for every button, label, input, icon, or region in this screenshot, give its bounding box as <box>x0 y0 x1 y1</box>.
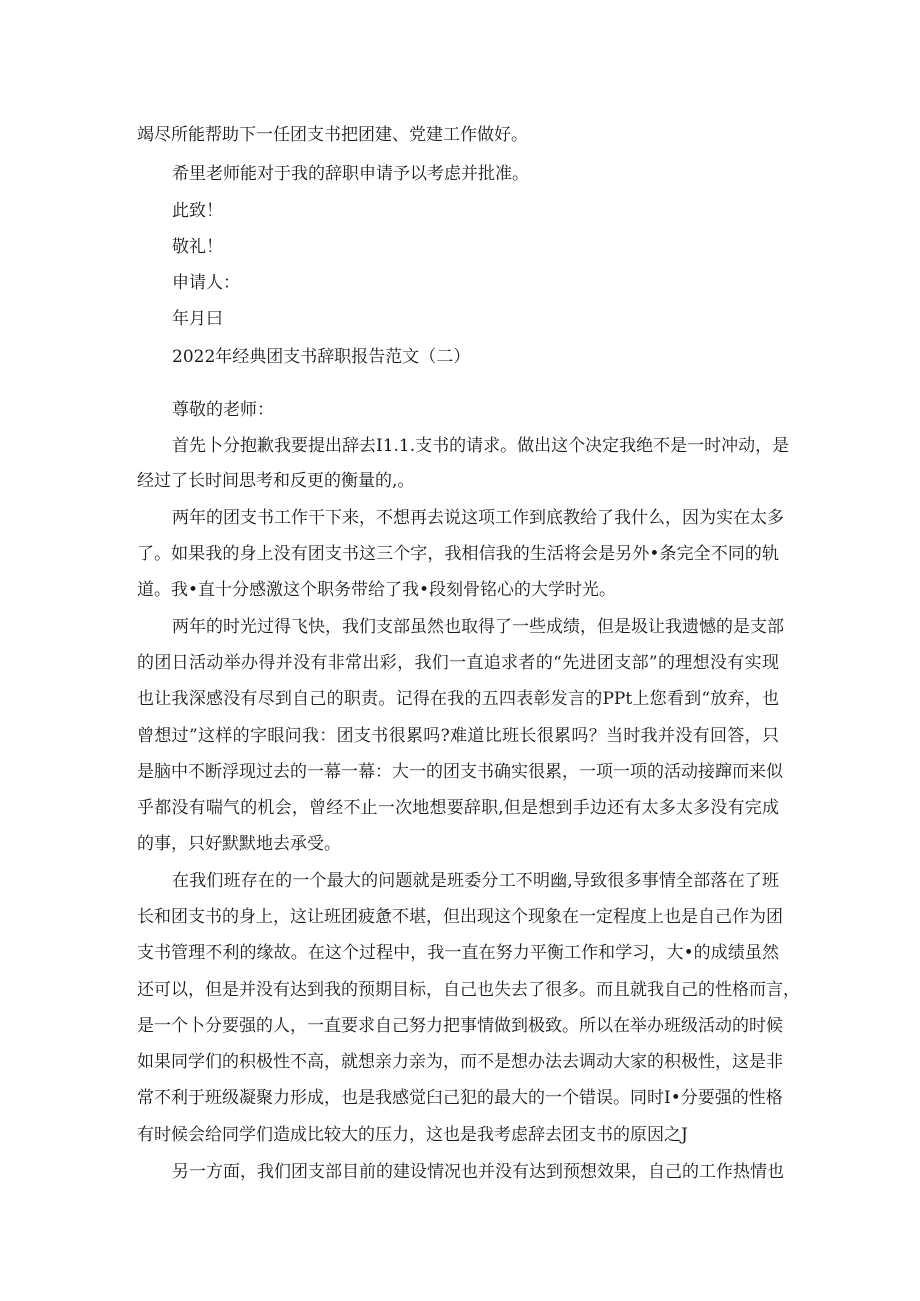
text-line: 是脑中不断浮现过去的一幕一幕：大一的团支书确实很累，一项一项的活动接蹿而来似 <box>137 762 783 782</box>
text-line: 乎都没有喘气的机会，曾经不止一次地想要辞职,但是想到手边还有太多太多没有完成 <box>137 798 779 818</box>
text-line: 的事，只好默默地去承受。 <box>137 834 341 854</box>
text-line: 首先卜分抱歉我要提出辞去I1.1.支书的请求。做出这个决定我绝不是一时冲动，是 <box>172 436 790 456</box>
text-line: 竭尽所能帮助下一任团支书把团建、党建工作做好。 <box>137 125 528 145</box>
text-line: 支书管理不利的缘故。在这个过程中，我一直在努力平衡工作和学习，大•的成绩虽然 <box>137 943 779 963</box>
text-line: 常不利于班级凝聚力形成，也是我感觉臼己犯的最大的一个错误。同时I•分要强的性格 <box>137 1088 783 1108</box>
text-line: 有时候会给同学们造成比较大的压力，这也是我考虑辞去团支书的原因之J <box>137 1125 688 1145</box>
text-line: 曾想过”这样的字眼问我：团支书很累吗?难道比班长很累吗？当时我并没有回答，只 <box>137 726 779 746</box>
text-line: 也让我深感没有尽到自己的职责。记得在我的五四表彰发言的PPt上您看到“放弃，也 <box>137 689 779 709</box>
date-line: 年月曰 <box>172 309 223 329</box>
text-line: 希里老师能对于我的辞职申请予以考虑并批准。 <box>172 164 529 184</box>
text-line: 两年的时光过得飞快，我们支部虽然也取得了一些成绩，但是圾让我遗憾的是支部 <box>172 617 784 637</box>
text-line: 是一个卜分要强的人，一直要求自己努力把事情做到极致。所以在举办班级活动的时候 <box>137 1016 783 1036</box>
text-line: 还可以，但是并没有达到我的预期目标，自己也失去了很多。而且就我自己的性格而言， <box>137 980 800 1000</box>
text-line: 长和团支书的身上，这让班团疲惫不堪，但出现这个现象在一定程度上也是自己作为团 <box>137 907 783 927</box>
text-line: 另一方面，我们团支部目前的建设情况也并没有达到预想效果，自己的工作热情也 <box>172 1162 784 1182</box>
text-line: 道。我•直十分感激这个职务带给了我•段刻骨铭心的大学时光。 <box>137 580 617 600</box>
closing-line: 此致！ <box>172 201 223 221</box>
signature-label: 申请人： <box>172 273 240 293</box>
text-line: 如果同学们的积极性不高，就想亲力亲为，而不是想办法去调动大家的积极性，这是非 <box>137 1052 783 1072</box>
salutation: 尊敬的老师： <box>172 400 274 420</box>
text-line: 在我们班存在的一个最大的问题就是班委分工不明幽,导致很多事情全部落在了班 <box>172 871 779 891</box>
closing-line: 敬礼！ <box>172 237 223 257</box>
text-line: 了。如果我的身上没有团支书这三个字，我相信我的生活将会是另外•条完全不同的轨 <box>137 544 779 564</box>
text-line: 的团日活动举办得并没有非常出彩，我们一直追求者的“先进团支部”的理想没有实现 <box>137 653 779 673</box>
text-line: 经过了长时间思考和反更的衡量的,。 <box>137 471 415 491</box>
text-line: 两年的团支书工作干下来，不想再去说这项工作到底教给了我什么，因为实在太多 <box>172 508 784 528</box>
section-title: 2022年经典团支书辞职报告范文（二） <box>172 347 471 367</box>
